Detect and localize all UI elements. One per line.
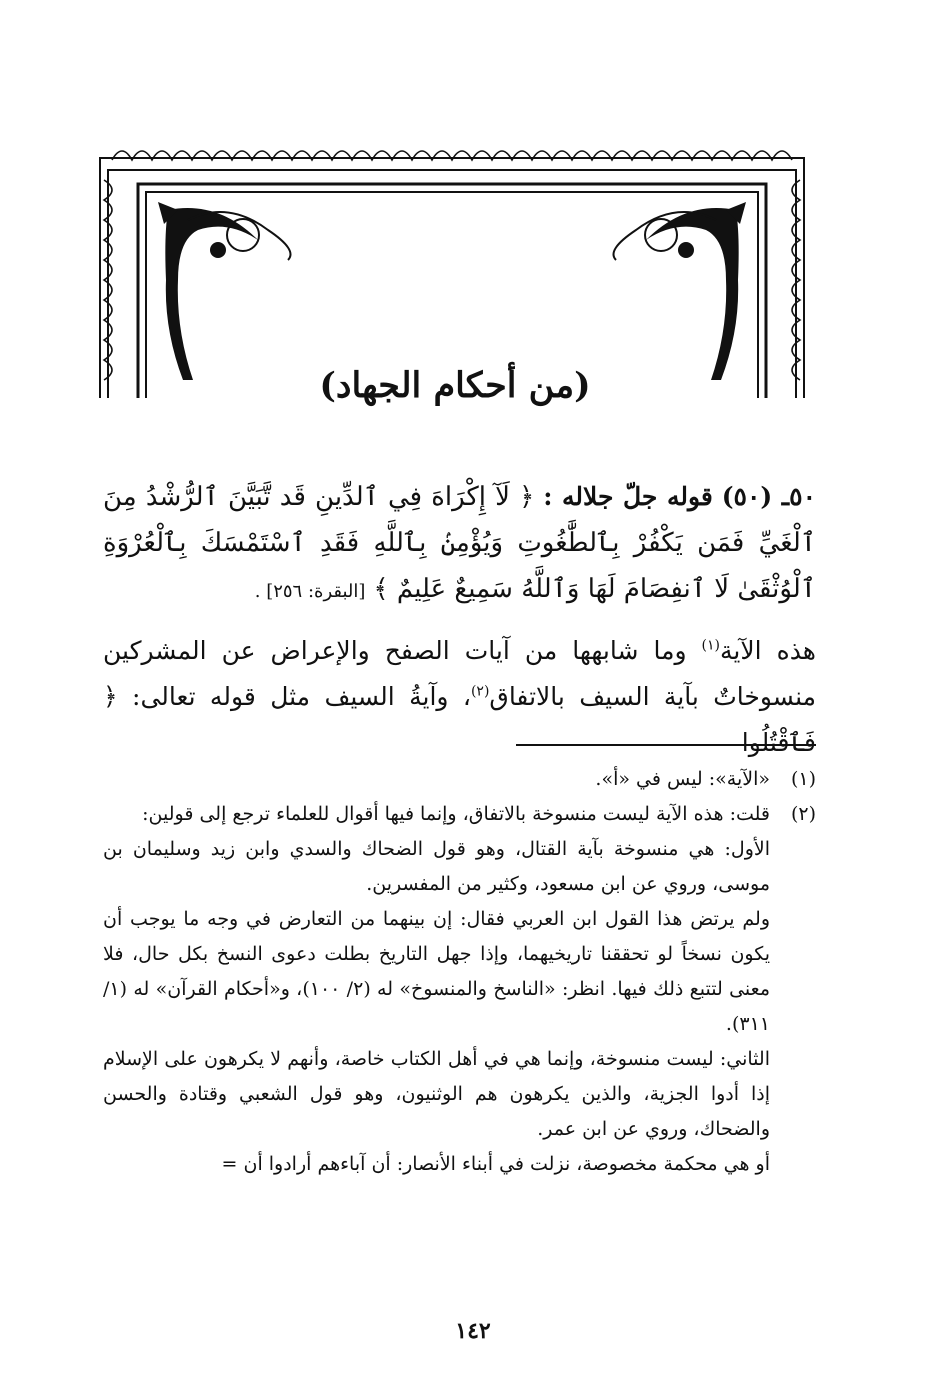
footnote-text: قلت: هذه الآية ليست منسوخة بالاتفاق، وإنما فيها أقوال للعلماء ترجع إلى قولين: <box>142 803 770 825</box>
footnote-2 <box>103 797 816 1182</box>
footnotes <box>103 762 816 1182</box>
verse-intro: قوله جلّ جلاله : <box>543 482 713 511</box>
footnote-divider <box>516 744 816 746</box>
commentary-text-1: هذه الآية <box>720 636 816 665</box>
commentary-text-2: وما شابهها من آيات الصفح والإعراض عن المشركين منسوخاتٌ بآية السيف بالاتفاق <box>103 636 816 711</box>
footnote-text: «الآية»: ليس في «أ». <box>595 768 770 790</box>
footnote-number: (١) <box>790 768 816 790</box>
footnote-text: الأول: هي منسوخة بآية القتال، وهو قول الضحاك والسدي وابن زيد وسليمان بن موسى، وروي عن ابن مسعود، وكثير من المفسرين. <box>103 838 770 895</box>
chapter-title: (من أحكام الجهاد) <box>319 365 591 406</box>
footnote-text: أو هي محكمة مخصوصة، نزلت في أبناء الأنصار: أن آباءهم أرادوا أن = <box>221 1153 770 1175</box>
entry-number: ٥٠ـ (٥٠) <box>721 482 816 511</box>
verse-paragraph <box>103 474 816 615</box>
footnote-ref-1[interactable]: (١) <box>701 637 721 654</box>
commentary-text-3: ، وآيةُ السيف مثل قوله تعالى: ﴿ فَٱقْتُلُوا <box>103 682 816 757</box>
footnote-text: ولم يرتض هذا القول ابن العربي فقال: إن بينهما من التعارض في وجه ما يوجب أن يكون نسخاً لو تحققنا تاريخيهما، وإذا جهل التاريخ بطلت دعوى النسخ بكل حال، فلا معنى لتتبع ذلك فيها. انظر: «الناسخ والمنسوخ» له (٢/ ١٠٠)، و«أحكام القرآن» له (١/ ٣١١). <box>103 908 770 1035</box>
footnote-1 <box>103 762 816 797</box>
footnote-ref-2[interactable]: (٢) <box>470 683 490 700</box>
footnote-text: الثاني: ليست منسوخة، وإنما هي في أهل الكتاب خاصة، وأنهم لا يكرهون على الإسلام إذا أدوا الجزية، والذين يكرهون هم الوثنيون، وهو قول الشعبي وقتادة والحسن والضحاك، وروي عن ابن عمر. <box>103 1048 770 1140</box>
verse-reference: [البقرة: ٢٥٦] . <box>254 581 366 602</box>
page-number: ١٤٢ <box>455 1318 491 1344</box>
footnote-number: (٢) <box>790 803 816 825</box>
quran-verse: ﴿ لَآ إِكْرَاهَ فِي ٱلدِّينِ قَد تَّبَيَّنَ ٱلرُّشْدُ مِنَ ٱلْغَيِّ فَمَن يَكْفُرْ بِٱلطَّٰغُوتِ وَيُؤْمِنۢ بِٱللَّهِ فَقَدِ ٱسْتَمْسَكَ بِٱلْعُرْوَةِ ٱلْوُثْقَىٰ لَا ٱنفِصَامَ لَهَا وَٱللَّهُ سَمِيعٌ عَلِيمٌ ﴾ <box>103 482 816 604</box>
